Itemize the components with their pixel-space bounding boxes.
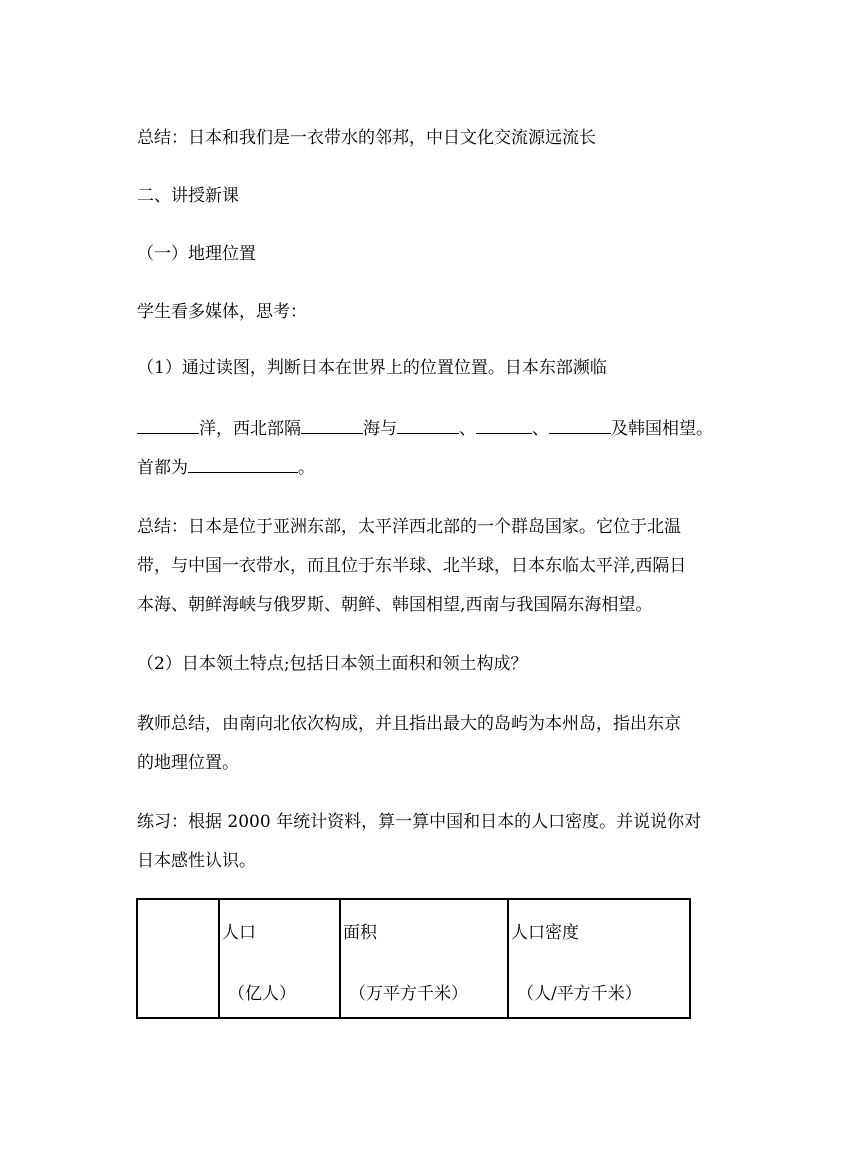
practice-line-2: 日本感性认识。 [137,851,256,871]
question-text: 洋，西北部隔 [199,419,301,439]
section-heading: 二、讲授新课 [137,186,239,206]
column-header: 人口 [222,923,256,943]
subsection-heading: （一）地理位置 [137,244,256,264]
teacher-summary-line-2: 的地理位置。 [137,753,239,773]
question-text: 及韩国相望。 [611,419,713,439]
question-text: 首都为 [137,458,188,478]
question-1-line-2 [137,417,713,440]
question-text: 。 [298,458,315,478]
summary-paragraph-2-line-2: 带，与中国一衣带水，而且位于东半球、北半球，日本东临太平洋,西隔日 [137,556,687,576]
column-header: 人口密度 [511,923,579,943]
population-density-table [136,898,691,1019]
fill-blank-country-2[interactable] [476,417,532,434]
table-cell-area[interactable] [340,899,508,1018]
question-text: 、 [532,419,549,439]
table-cell-empty[interactable] [137,899,219,1018]
question-text: 、 [459,419,476,439]
question-1-line-1: （1）通过读图，判断日本在世界上的位置位置。日本东部濒临 [137,358,607,378]
fill-blank-country-1[interactable] [397,417,459,434]
table-row [137,899,690,1018]
question-1-line-3 [137,456,315,479]
summary-paragraph-2-line-3: 本海、朝鲜海峡与俄罗斯、朝鲜、韩国相望,西南与我国隔东海相望。 [137,595,653,615]
summary-paragraph-2-line-1: 总结：日本是位于亚洲东部，太平洋西北部的一个群岛国家。它位于北温 [137,517,681,537]
student-task-text: 学生看多媒体，思考： [137,302,307,322]
table-cell-density[interactable] [508,899,690,1018]
fill-blank-sea[interactable] [301,417,363,434]
column-header: 面积 [343,923,377,943]
fill-blank-country-3[interactable] [549,417,611,434]
table-cell-population[interactable] [219,899,340,1018]
fill-blank-ocean[interactable] [137,417,199,434]
question-text: 海与 [363,419,397,439]
column-unit: （万平方千米） [349,984,468,1004]
summary-paragraph-1: 总结：日本和我们是一衣带水的邻邦，中日文化交流源远流长 [137,128,596,148]
column-unit: （人/平方千米） [517,984,642,1004]
practice-line-1: 练习：根据 2000 年统计资料，算一算中国和日本的人口密度。并说说你对 [137,812,702,832]
teacher-summary-line-1: 教师总结，由南向北依次构成，并且指出最大的岛屿为本州岛，指出东京 [137,714,681,734]
question-2: （2）日本领土特点;包括日本领土面积和领土构成？ [137,654,528,674]
column-unit: （亿人） [228,984,296,1004]
fill-blank-capital[interactable] [188,456,298,473]
